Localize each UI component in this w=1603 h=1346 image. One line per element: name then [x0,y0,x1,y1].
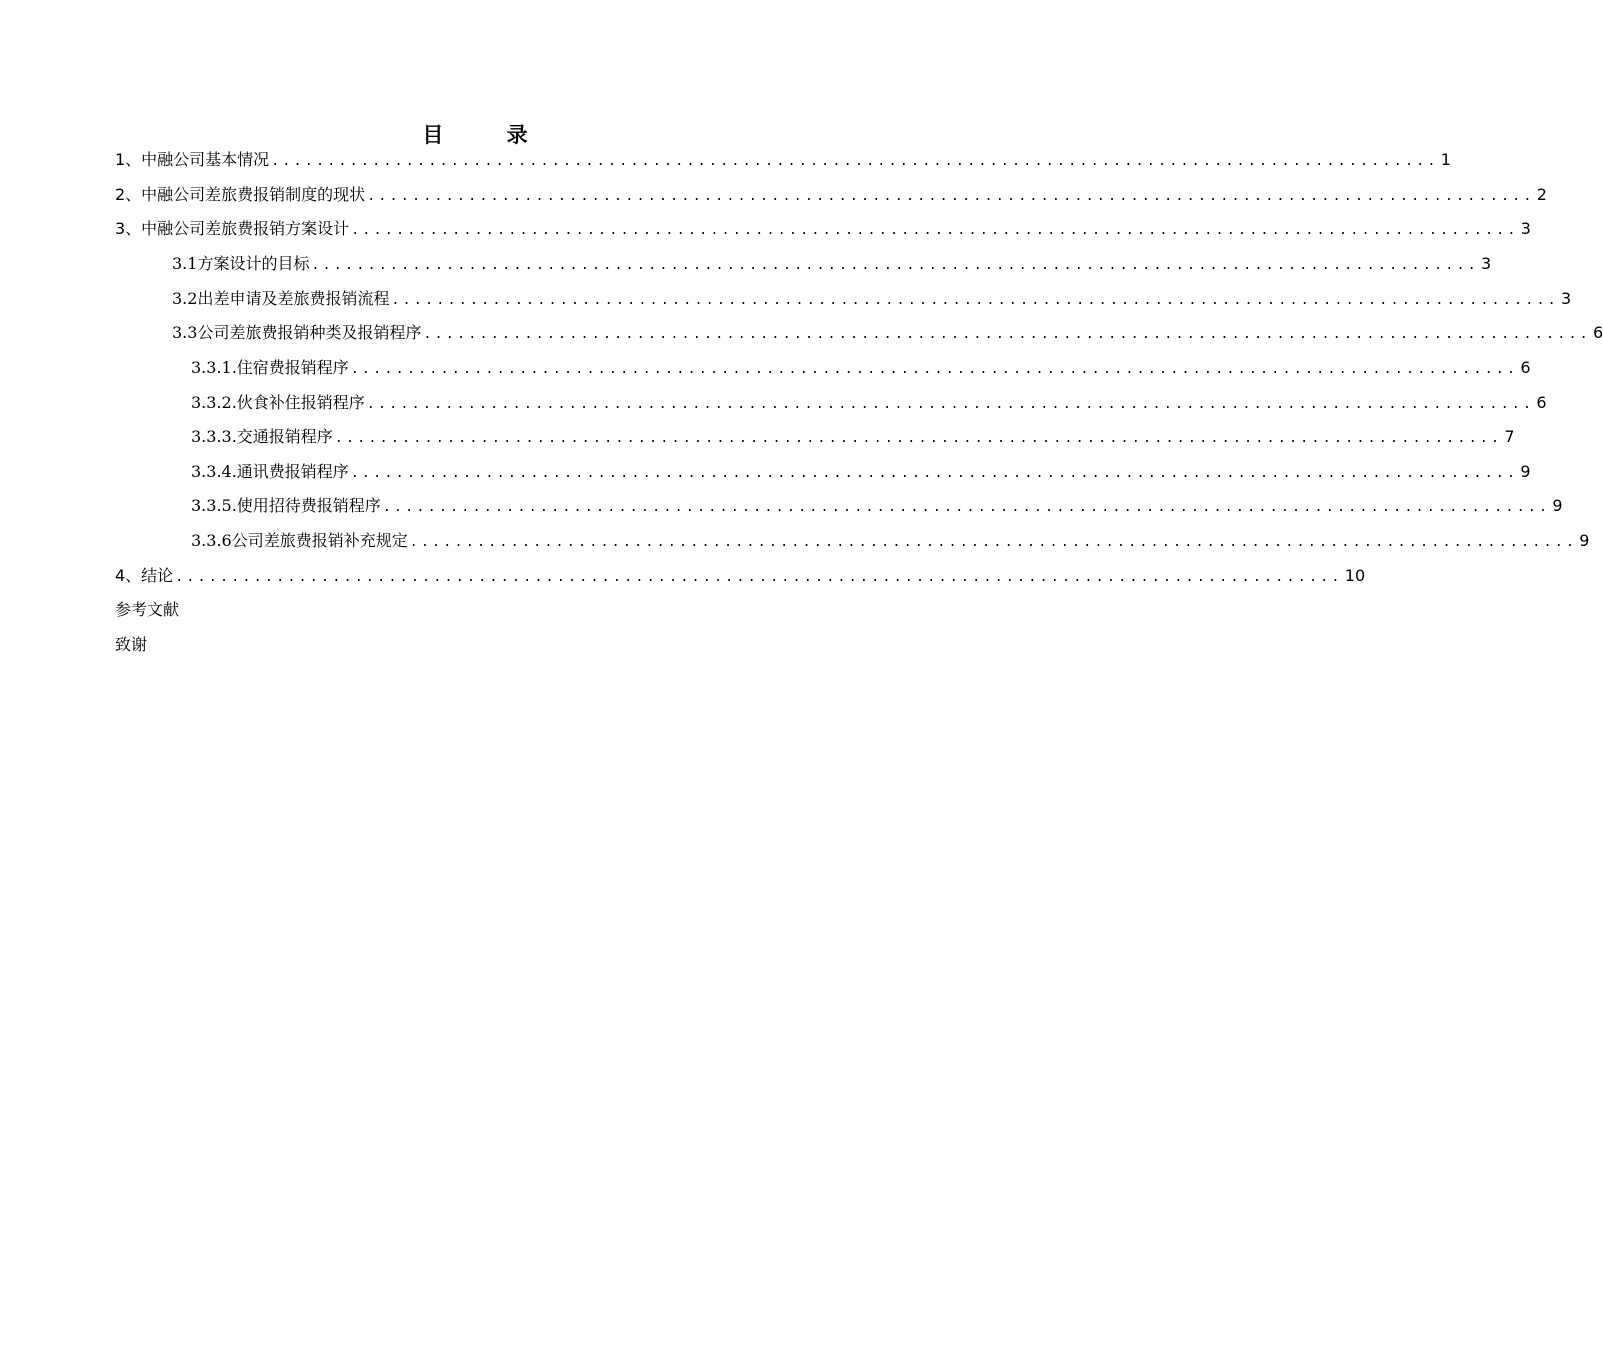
toc-entry[interactable] [172,316,1603,350]
toc-page-number: 3 [1561,289,1572,308]
toc-page-number: 6 [1536,393,1547,412]
toc-entry-label: 2、中融公司差旅费报销制度的现状 [115,185,366,204]
toc-entry[interactable] [191,489,1563,523]
toc-page-number: 3 [1520,219,1531,238]
toc-entry[interactable] [191,524,1590,558]
toc-leader: ........................................................................................................ [271,154,1439,169]
toc-leader: ........................................................................................................ [367,189,1535,204]
toc-leader: ........................................................................................................ [382,500,1551,515]
toc-entry-label: 3、中融公司差旅费报销方案设计 [115,219,350,238]
toc-entry[interactable] [115,143,1451,177]
toc-leader: ........................................................................................................ [409,535,1578,550]
toc-entry-label: 3.3.1.住宿费报销程序 [191,358,349,377]
toc-leader: ........................................................................................................ [350,466,1519,481]
toc-entry-label: 3.3.4.通讯费报销程序 [191,462,349,481]
toc-entry-label: 1、中融公司基本情况 [115,150,270,169]
toc-entry[interactable] [191,420,1515,454]
toc-leader: ........................................................................................................ [351,223,1519,238]
toc-entry[interactable] [172,282,1572,316]
toc-entry-label: 3.3.3.交通报销程序 [191,427,333,446]
toc-page-number: 3 [1481,254,1492,273]
toc-leader: ........................................................................................................ [366,397,1535,412]
toc-entry[interactable] [115,212,1531,246]
toc-entry-acknowledgements[interactable]: 致谢 [115,635,148,654]
toc-page-number: 7 [1504,427,1515,446]
toc-leader: ........................................................................................................ [391,293,1560,308]
toc-leader: ........................................................................................................ [350,362,1519,377]
toc-page-number: 6 [1520,358,1531,377]
toc-leader: ........................................................................................................ [423,327,1592,342]
toc-entry[interactable] [115,559,1366,593]
toc-page-number: 9 [1552,496,1563,515]
toc-entry-label: 3.3.2.伙食补住报销程序 [191,393,365,412]
toc-entry-label: 4、结论 [115,566,174,585]
toc-page-number: 9 [1520,462,1531,481]
toc-entry[interactable] [172,247,1492,281]
toc-entry[interactable] [115,178,1547,212]
toc-entry[interactable] [191,386,1547,420]
page-title: 目 录 [422,123,556,147]
toc-page-number: 9 [1579,531,1590,550]
toc-entry[interactable] [191,455,1531,489]
toc-entry-label: 3.3.5.使用招待费报销程序 [191,496,381,515]
toc-leader: ........................................................................................................ [311,258,1480,273]
toc-entry-label: 3.3.6公司差旅费报销补充规定 [191,531,408,550]
toc-page-number: 1 [1440,150,1451,169]
toc-entry-label: 3.2出差申请及差旅费报销流程 [172,289,390,308]
toc-entry[interactable] [191,351,1531,385]
toc-entry-label: 3.3公司差旅费报销种类及报销程序 [172,323,422,342]
toc-entry-references[interactable]: 参考文献 [115,600,180,619]
toc-entry-label: 3.1方案设计的目标 [172,254,310,273]
toc-page-number: 6 [1593,323,1603,342]
toc-leader: ........................................................................................................ [175,570,1343,585]
toc-page-number: 2 [1536,185,1547,204]
toc-page-number: 10 [1344,566,1366,585]
toc-leader: ........................................................................................................ [334,431,1503,446]
